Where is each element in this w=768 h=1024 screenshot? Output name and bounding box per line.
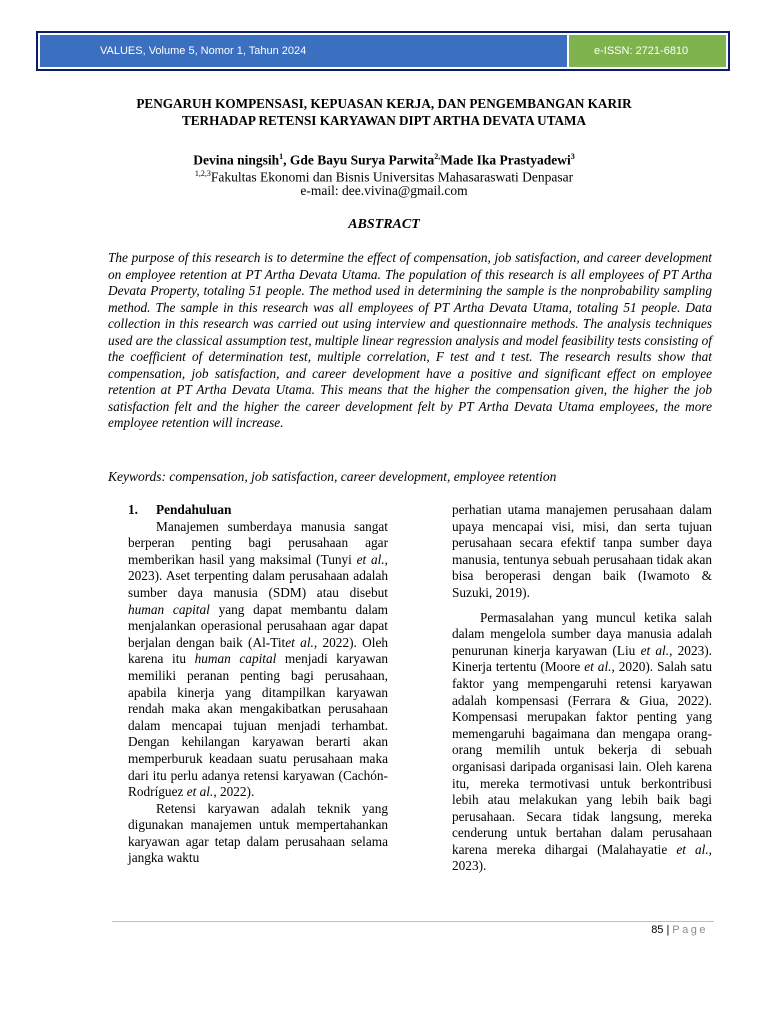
italic-run: human capital [128,601,210,617]
journal-info: VALUES, Volume 5, Nomor 1, Tahun 2024 [40,35,567,67]
page-number: 85 [651,924,664,936]
paragraph [452,610,712,876]
author-3: Made Ika Prastyadewi [440,152,571,168]
title-line-2: TERHADAP RETENSI KARYAWAN DIPT ARTHA DEVATA UTAMA [181,113,587,128]
italic-run: human capital [194,651,277,667]
abstract-heading: ABSTRACT [348,217,420,232]
text-run: Permasalahan yang muncul ketika salah dalam mengelola sumber daya manusia adalah penurunan kinerja karyawan (Liu [452,609,712,658]
author-email: e-mail: dee.vivina@gmail.com [300,183,468,198]
page-label: Page [672,924,708,936]
text-run: yang dapat membantu dalam menjalankan operasional perusahaan agar dapat berjalan dengan baik (Al-Tit [128,601,389,650]
section-title: Pendahuluan [156,502,232,517]
italic-run: et al. [356,551,385,567]
paragraph [128,519,388,801]
author-2-sup: 2, [434,152,441,161]
italic-run: et al. [676,841,709,857]
author-3-sup: 3 [570,152,575,161]
italic-run: et al. [285,634,314,650]
italic-run: et al. [584,659,612,675]
text-run: , 2022). Oleh karena itu [128,634,389,667]
footer-separator: | [666,924,670,936]
text-run: menjadi karyawan memiliki peranan penting bagi perusahaan, apabila kinerja yang ditampilkan karyawan rendah maka akan mengakibatkan perusahaan dalam mencapai tujuan menjadi terhambat. Dengan kehilangan karyawan berarti akan memperburuk keadaan suatu perusahaan maka dari itu perlu adanya retensi karyawan (Cachón-Rodríguez [128,651,388,800]
right-column [452,502,712,875]
paper-title [80,95,688,129]
author-1-sup: 1 [279,152,284,161]
paragraph [452,502,712,602]
text-run: Manajemen sumberdaya manusia sangat berperan penting bagi perusahaan agar memberikan hasil yang maksimal (Tunyi [128,518,388,567]
text-run: , 2023). Aset terpenting dalam perusahaan adalah sumber daya manusia (SDM) atau disebut [128,551,388,600]
text-run: , 2023). [452,841,712,874]
keywords: Keywords: compensation, job satisfaction, career development, employee retention [108,469,557,484]
abstract-text: The purpose of this research is to determine the effect of compensation, job satisfaction, and career development on employee retention at PT Artha Devata Utama. The population of this research is all employees of PT Artha Devata Property, totaling 51 people. The method used in determining the sample is the nonprobability sampling method. The sample in this research was all employees of PT Artha Devata Utama, totaling 51 people. Data collection in this research was carried out using interview and questionnaire methods. The analysis techniques used are the classical assumption test, multiple linear regression analysis and model feasibility tests consisting of the coefficient of determination test, multiple correlation, F test and t test. The research results show that compensation, job satisfaction, and career development have a positive and significant effect on employee retention at PT Artha Devata Utama. This means that the higher the compensation given, the higher the job satisfaction felt and the higher the career development felt by PT Artha Devata Utama employees, the more employee retention will increase. [108,250,712,430]
issn-info: e-ISSN: 2721-6810 [569,35,726,67]
section-number: 1. [128,502,138,517]
affiliation-text: Fakultas Ekonomi dan Bisnis Universitas Mahasaraswati Denpasar [210,169,574,185]
left-column [128,502,388,867]
author-1: Devina ningsih [193,152,280,168]
journal-header [36,31,730,71]
text-run: , 2022). [213,784,255,800]
text-run: perhatian utama manajemen perusahaan dalam upaya mencapai visi, misi, dan serta tujuan perusahaan secara efektif tanpa sumber daya manusia, tentunya sebuah perusahaan tidak akan bisa beroperasi dengan baik (Iwamoto & Suzuki, 2019). [452,502,712,600]
paragraph [128,801,388,867]
section-heading [128,502,388,519]
affiliation-sup: 1,2,3 [194,169,211,178]
italic-run: et al. [186,784,214,800]
text-run: , 2023). Kinerja tertentu (Moore [452,642,713,675]
text-run: , 2020). Salah satu faktor yang mempengaruhi retensi karyawan adalah kompensasi (Ferrara & Giua, 2022). Kompensasi merupakan faktor penting yang memengaruhi bagaimana dan mengapa orang-orang memilih untuk bekerja di sebuah organisasi daripada organisasi lain. Oleh karena itu, mereka termotivasi untuk berkontribusi lebih atau melakukan yang lebih baik bagi perusahaan. Secara tidak langsung, mereka cenderung untuk bertahan dalam perusahaan karena mereka dihargai (Malahayatie [452,659,712,857]
author-2: , Gde Bayu Surya Parwita [283,152,435,168]
page-footer [560,922,708,938]
title-line-1: PENGARUH KOMPENSASI, KEPUASAN KERJA, DAN PENGEMBANGAN KARIR [136,96,632,111]
italic-run: et al. [640,642,670,658]
text-run: Retensi karyawan adalah teknik yang digunakan manajemen untuk mempertahankan karyawan agar tetap dalam perusahaan selama jangka waktu [128,800,388,866]
